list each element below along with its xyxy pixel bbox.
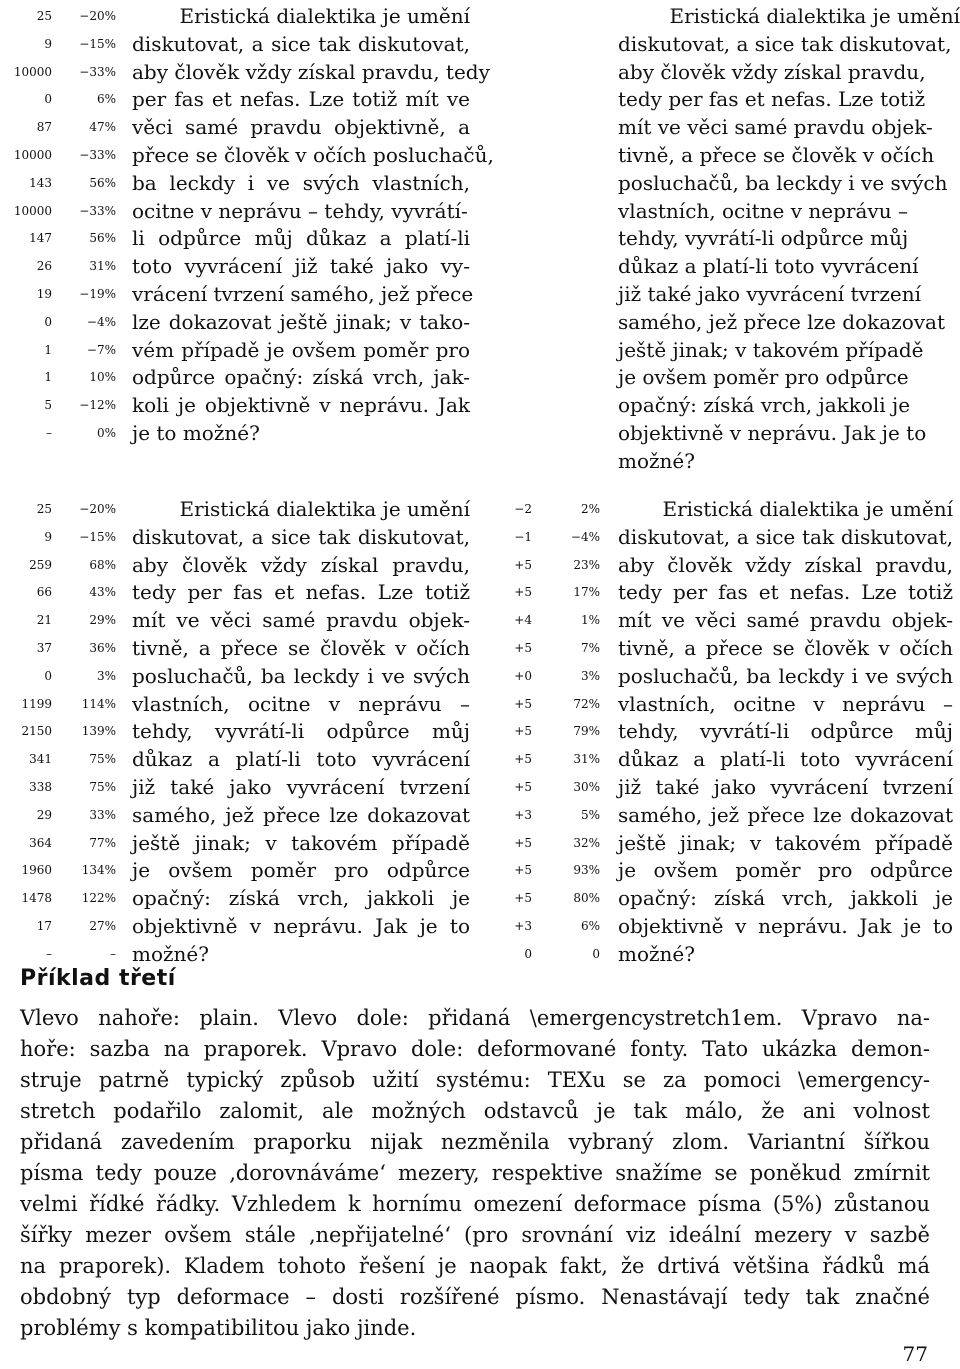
text-line: aby člověk vždy získal pravdu, (618, 59, 926, 84)
text-line: odpůrce opačný: získá vrch, jak- (132, 365, 470, 390)
text-line: tedy per fas et nefas. Lze totiž (618, 580, 953, 605)
stretch-percent: 33% (89, 807, 116, 822)
text-line: objektivně v neprávu. Jak je to (132, 914, 470, 938)
text-line: samého, jež přece lze dokazovat (132, 802, 470, 827)
text-line: posluchačů, ba leckdy i ve svých (132, 663, 470, 688)
text-line: vém případě je ovšem poměr pro (132, 337, 470, 362)
badness-value: 1 (44, 370, 52, 385)
stretch-percent: −33% (79, 148, 116, 162)
badness-value: 1199 (21, 696, 52, 711)
badness-value: 0 (44, 92, 52, 107)
text-line: opačný: získá vrch, jakkoli je (618, 393, 911, 418)
badness-value: 0 (44, 668, 52, 683)
text-line: samého, jež přece lze dokazovat (618, 802, 953, 827)
stretch-percent: 68% (89, 557, 116, 572)
stretch-percent: 47% (89, 120, 116, 135)
badness-value: 21 (36, 613, 52, 628)
badness-value: +3 (514, 807, 532, 822)
text-line: vrácení tvrzení samého, jež přece (132, 282, 474, 306)
text-line: li odpůrce můj důkaz a platí-li (132, 226, 470, 251)
badness-value: 364 (29, 835, 52, 850)
stretch-percent: 75% (89, 780, 116, 794)
badness-value: 147 (29, 231, 52, 246)
badness-value: 341 (29, 752, 52, 767)
line-row (0, 2, 480, 30)
line-row (0, 717, 480, 745)
stretch-percent: −4% (570, 529, 600, 544)
badness-value: 25 (36, 502, 52, 516)
badness-value: 0 (524, 946, 532, 961)
stretch-percent: 0 (592, 946, 600, 961)
text-line: Eristická dialektika je umění (179, 4, 470, 28)
line-row (490, 578, 960, 606)
line-row (0, 801, 480, 829)
badness-value: 259 (29, 557, 52, 572)
stretch-percent: 17% (573, 585, 600, 600)
panel-plain (0, 2, 494, 450)
stretch-percent: 77% (89, 835, 116, 850)
badness-value: +5 (514, 835, 532, 850)
text-line: mít ve věci samé pravdu objek- (132, 608, 470, 633)
line-row (0, 829, 480, 857)
badness-value: −1 (514, 529, 532, 544)
line-row (0, 58, 490, 86)
text-line: důkaz a platí-li toto vyvrácení (618, 747, 953, 772)
badness-value: 2150 (21, 724, 52, 739)
text-line: Eristická dialektika je umění (669, 4, 960, 28)
badness-value: 10000 (13, 64, 52, 79)
line-row (490, 856, 960, 884)
text-line: samého, jež přece lze dokazovat (618, 309, 946, 334)
line-row (490, 912, 960, 940)
stretch-percent: −7% (86, 342, 116, 357)
badness-value: 37 (36, 641, 52, 655)
paragraph-line: problémy s kompatibilitou jako jinde. (20, 1316, 417, 1340)
section-heading: Příklad třetí (20, 966, 176, 991)
badness-value: 25 (36, 9, 52, 23)
line-row (0, 940, 480, 968)
text-line: diskutovat, a sice tak diskutovat, (132, 524, 470, 549)
stretch-percent: 7% (580, 641, 600, 655)
text-line: ba leckdy i ve svých vlastních, (132, 170, 470, 195)
line-row (0, 856, 480, 884)
paragraph-line: stretch podařilo zalomit, ale možných odstavců je tak málo, že ani volnost (20, 1099, 930, 1123)
text-line: vlastních, ocitne v neprávu – (132, 691, 470, 716)
stretch-percent: 31% (89, 259, 116, 274)
stretch-percent: 29% (89, 613, 116, 628)
paragraph-line: na praporek). Kladem tohoto řešení je naopak fakt, že drtivá většina řádků má (20, 1254, 930, 1278)
line-row (490, 745, 960, 773)
paragraph-line: přidaná zavedením praporku nijak nezměnila vybraný zlom. Variantní šířkou (20, 1130, 930, 1154)
text-line: diskutovat, a sice tak diskutovat, (132, 31, 470, 56)
badness-value: +5 (514, 752, 532, 767)
text-line: aby člověk vždy získal pravdu, (132, 552, 470, 577)
badness-value: 10000 (13, 203, 52, 218)
text-line: ještě jinak; v takovém případě (132, 830, 470, 855)
line-row (0, 912, 480, 940)
badness-value: +5 (514, 696, 532, 711)
line-row (0, 224, 480, 252)
line-row (490, 801, 960, 829)
stretch-percent: – (110, 946, 116, 961)
text-line: přece se člověk v očích posluchačů, (132, 143, 494, 167)
line-row (0, 690, 480, 718)
panel-emergencystretch (0, 495, 480, 971)
line-row (0, 551, 480, 579)
text-line: posluchačů, ba leckdy i ve svých (618, 170, 948, 195)
line-row (0, 419, 480, 447)
line-row (490, 884, 960, 912)
badness-value: 1 (44, 342, 52, 357)
text-line: aby člověk vždy získal pravdu, tedy (132, 59, 490, 84)
badness-value: +4 (514, 613, 532, 628)
badness-value: 338 (29, 780, 52, 794)
stretch-percent: −33% (79, 64, 116, 79)
stretch-percent: 3% (96, 668, 116, 683)
text-line: již také jako vyvrácení tvrzení (132, 775, 470, 799)
stretch-percent: 0% (96, 426, 116, 440)
stretch-percent: 114% (81, 696, 116, 711)
text-line: ještě jinak; v takovém případě (618, 337, 924, 362)
text-line: ještě jinak; v takovém případě (618, 830, 953, 855)
badness-value: 1960 (21, 863, 52, 878)
text-line: tivně, a přece se člověk v očích (132, 636, 470, 660)
text-line: věci samé pravdu objektivně, a (132, 115, 470, 140)
line-row (490, 523, 960, 551)
text-line: možné? (618, 941, 695, 966)
line-row (0, 308, 480, 336)
stretch-percent: −33% (79, 203, 116, 218)
line-row (490, 690, 960, 718)
stretch-percent: −4% (86, 314, 116, 329)
line-row (0, 30, 480, 58)
text-line: objektivně v neprávu. Jak je to (618, 914, 953, 938)
stretch-percent: −15% (79, 36, 116, 51)
stretch-percent: 2% (580, 502, 600, 516)
stretch-percent: 139% (81, 724, 116, 739)
text-line: je to možné? (132, 421, 260, 445)
line-row (490, 634, 960, 662)
text-line: lze dokazovat ještě jinak; v tako- (132, 309, 470, 334)
badness-value: −2 (514, 502, 532, 516)
text-line: mít ve věci samé pravdu objek- (618, 115, 933, 140)
paragraph-line: Vlevo nahoře: plain. Vlevo dole: přidaná \emergencystretch1em. Vpravo na- (20, 1006, 930, 1030)
text-line: vlastních, ocitne v neprávu – (618, 198, 908, 223)
line-row (0, 884, 480, 912)
badness-value: 1478 (21, 891, 52, 906)
stretch-percent: 93% (573, 863, 600, 878)
line-row (0, 391, 480, 419)
line-row (0, 578, 480, 606)
stretch-percent: 5% (580, 807, 600, 822)
panel-ragged-right (600, 2, 960, 478)
stretch-percent: −12% (79, 398, 116, 413)
stretch-percent: 36% (89, 641, 116, 655)
line-row (490, 717, 960, 745)
text-line: Eristická dialektika je umění (662, 497, 953, 521)
text-line: tedy per fas et nefas. Lze totiž (618, 87, 926, 112)
line-row (490, 495, 960, 523)
badness-value: +5 (514, 891, 532, 906)
paragraph-line: obdobný typ deformace – dosti rozšířené písmo. Nenastávají tedy tak značné (20, 1285, 930, 1309)
badness-value: +3 (514, 919, 532, 933)
paragraph-line: šířky mezer ovšem stále ‚nepřijatelné‘ (pro srovnání viz ideální mezery v sazbě (20, 1223, 930, 1247)
body-paragraph (20, 1003, 930, 1344)
stretch-percent: 134% (81, 863, 116, 878)
line-row (0, 141, 494, 169)
stretch-percent: −20% (79, 9, 116, 23)
text-line: Eristická dialektika je umění (179, 497, 470, 521)
text-line: objektivně v neprávu. Jak je to (618, 421, 927, 445)
text-line: tivně, a přece se člověk v očích (618, 636, 953, 660)
stretch-percent: 31% (573, 752, 600, 767)
line-row (0, 773, 480, 801)
line-row (490, 940, 960, 968)
text-line: důkaz a platí-li toto vyvrácení (132, 747, 470, 772)
badness-value: 17 (36, 919, 52, 933)
badness-value: 29 (36, 807, 52, 822)
badness-value: +5 (514, 557, 532, 572)
text-line: možné? (618, 448, 695, 473)
text-line: již také jako vyvrácení tvrzení (618, 282, 922, 306)
line-row (490, 551, 960, 579)
panel-deformed-fonts (490, 495, 960, 971)
badness-value: 66 (36, 585, 52, 600)
line-row (0, 85, 480, 113)
text-line: per fas et nefas. Lze totiž mít ve (132, 87, 470, 112)
text-line: tehdy, vyvrátí-li odpůrce můj (618, 719, 953, 744)
text-line: diskutovat, a sice tak diskutovat, (618, 31, 952, 56)
text-line: aby člověk vždy získal pravdu, (618, 552, 953, 577)
badness-value: 0 (44, 314, 52, 329)
stretch-percent: 72% (573, 696, 600, 711)
stretch-percent: −19% (79, 287, 116, 301)
text-line: tehdy, vyvrátí-li odpůrce můj (132, 719, 470, 744)
badness-value: 10000 (13, 148, 52, 162)
paragraph-line: hoře: sazba na praporek. Vpravo dole: deformované fonty. Tato ukázka demon- (20, 1037, 930, 1061)
stretch-percent: 1% (580, 613, 600, 628)
line-row (0, 606, 480, 634)
text-line: již také jako vyvrácení tvrzení (618, 775, 953, 799)
text-line: vlastních, ocitne v neprávu – (618, 691, 953, 716)
line-row (0, 280, 480, 308)
paragraph-line: struje patrně typický způsob užití systému: TEXu se za pomoci \emergency- (20, 1068, 930, 1092)
line-row (0, 745, 480, 773)
text-line: je ovšem poměr pro odpůrce (132, 858, 470, 883)
text-line: toto vyvrácení již také jako vy- (132, 254, 470, 279)
stretch-percent: 32% (573, 835, 600, 850)
line-row (0, 252, 480, 280)
badness-value: 19 (36, 287, 52, 301)
line-row (0, 363, 480, 391)
stretch-percent: 122% (81, 891, 116, 906)
badness-value: – (46, 946, 52, 961)
stretch-percent: 30% (573, 780, 600, 794)
line-row (0, 336, 480, 364)
badness-value: – (46, 426, 52, 440)
line-row (490, 829, 960, 857)
badness-value: +0 (514, 668, 532, 683)
badness-value: 9 (44, 529, 52, 544)
text-line: je ovšem poměr pro odpůrce (618, 858, 953, 883)
line-row (490, 606, 960, 634)
badness-value: +5 (514, 780, 532, 794)
text-line: koli je objektivně v neprávu. Jak (132, 393, 470, 418)
line-row (490, 662, 960, 690)
paragraph-line: velmi řídké řádky. Vzhledem k hornímu omezení deformace písma (5%) zůstanou (20, 1192, 930, 1216)
text-line: je ovšem poměr pro odpůrce (618, 365, 909, 390)
line-row (0, 113, 480, 141)
text-line: tehdy, vyvrátí-li odpůrce můj (618, 226, 909, 251)
text-line: ocitne v neprávu – tehdy, vyvrátí- (132, 198, 468, 223)
badness-value: +5 (514, 585, 532, 600)
line-row (0, 169, 480, 197)
badness-value: 87 (36, 120, 52, 135)
badness-value: +5 (514, 724, 532, 739)
text-line: posluchačů, ba leckdy i ve svých (618, 663, 953, 688)
text-line: tivně, a přece se člověk v očích (618, 143, 935, 167)
badness-value: 5 (44, 398, 52, 413)
line-row (0, 523, 480, 551)
text-line: možné? (132, 941, 209, 966)
badness-value: 9 (44, 36, 52, 51)
stretch-percent: 43% (89, 585, 116, 600)
text-line: opačný: získá vrch, jakkoli je (132, 886, 470, 911)
paragraph-line: písma tedy pouze ‚dorovnáváme‘ mezery, respektive snažíme se poněkud zmírnit (20, 1161, 930, 1185)
stretch-percent: −20% (79, 502, 116, 516)
stretch-percent: 75% (89, 752, 116, 767)
badness-value: +5 (514, 863, 532, 878)
stretch-percent: 6% (580, 919, 600, 933)
line-row (0, 662, 480, 690)
stretch-percent: 80% (573, 891, 600, 906)
stretch-percent: 3% (580, 668, 600, 683)
line-row (0, 495, 480, 523)
badness-value: 143 (29, 175, 52, 190)
stretch-percent: 79% (573, 724, 600, 739)
line-row (0, 197, 480, 225)
stretch-percent: 56% (89, 175, 116, 190)
text-line: důkaz a platí-li toto vyvrácení (618, 254, 919, 279)
line-row (490, 773, 960, 801)
stretch-percent: −15% (79, 529, 116, 544)
stretch-percent: 23% (573, 557, 600, 572)
badness-value: +5 (514, 641, 532, 655)
page-number: 77 (902, 1342, 928, 1366)
text-line: opačný: získá vrch, jakkoli je (618, 886, 953, 911)
stretch-percent: 56% (89, 231, 116, 246)
line-row (0, 634, 480, 662)
text-line: tedy per fas et nefas. Lze totiž (132, 580, 470, 605)
stretch-percent: 27% (89, 919, 116, 933)
badness-value: 26 (36, 259, 52, 274)
text-line: diskutovat, a sice tak diskutovat, (618, 524, 953, 549)
stretch-percent: 6% (96, 92, 116, 107)
stretch-percent: 10% (89, 370, 116, 385)
text-line: mít ve věci samé pravdu objek- (618, 608, 953, 633)
